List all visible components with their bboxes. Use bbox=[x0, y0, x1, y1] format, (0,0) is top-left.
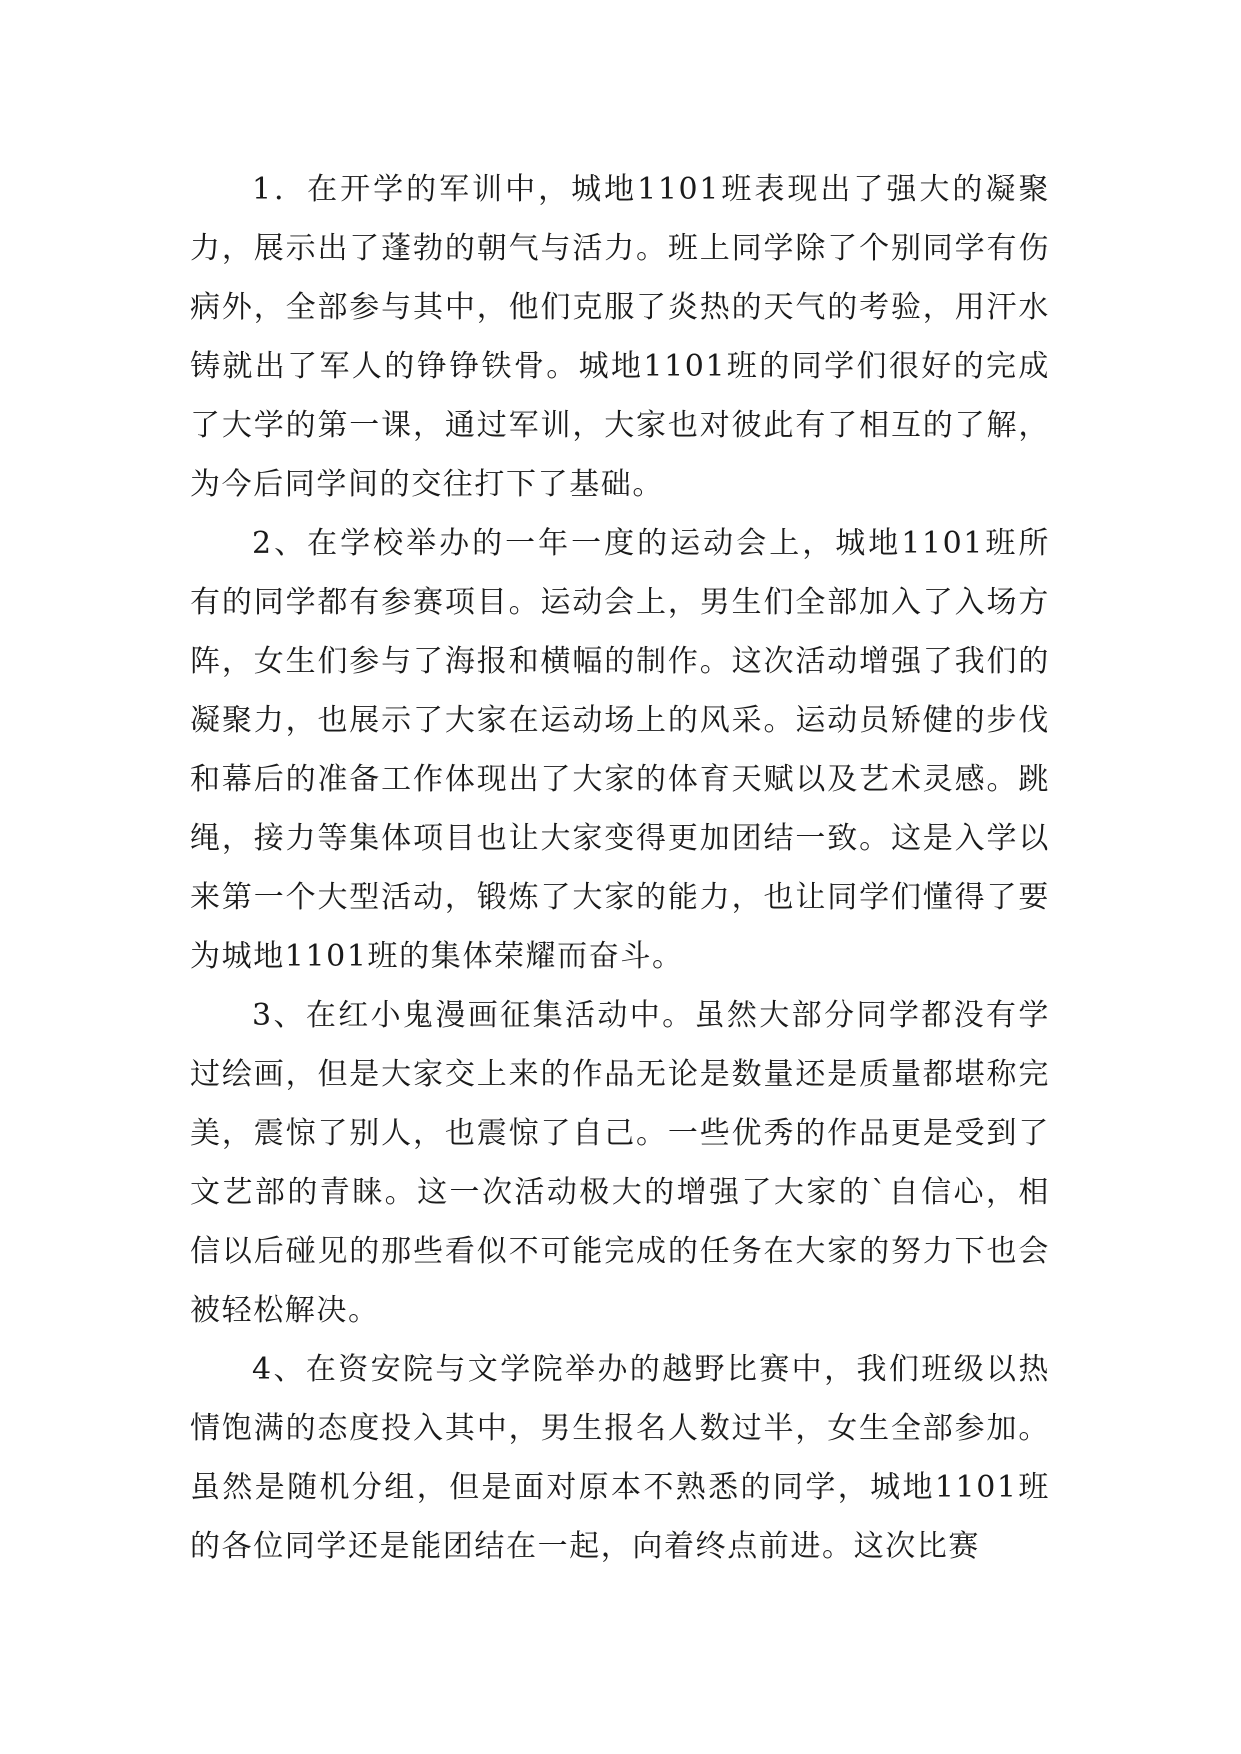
document-body bbox=[190, 160, 1050, 1576]
paragraph-sports-meeting: 2、在学校举办的一年一度的运动会上，城地1101班所有的同学都有参赛项目。运动会上，男生们全部加入了入场方阵，女生们参与了海报和横幅的制作。这次活动增强了我们的凝聚力，也展示了大家在运动场上的风采。运动员矫健的步伐和幕后的准备工作体现出了大家的体育天赋以及艺术灵感。跳绳，接力等集体项目也让大家变得更加团结一致。这是入学以来第一个大型活动，锻炼了大家的能力，也让同学们懂得了要为城地1101班的集体荣耀而奋斗。 bbox=[190, 526, 1050, 974]
paragraph-cross-country: 4、在资安院与文学院举办的越野比赛中，我们班级以热情饱满的态度投入其中，男生报名人数过半，女生全部参加。虽然是随机分组，但是面对原本不熟悉的同学，城地1101班的各位同学还是能团结在一起，向着终点前进。这次比赛 bbox=[190, 1352, 1050, 1564]
paragraph-military-training: 1．在开学的军训中，城地1101班表现出了强大的凝聚力，展示出了蓬勃的朝气与活力。班上同学除了个别同学有伤病外，全部参与其中，他们克服了炎热的天气的考验，用汗水铸就出了军人的铮铮铁骨。城地1101班的同学们很好的完成了大学的第一课，通过军训，大家也对彼此有了相互的了解，为今后同学间的交往打下了基础。 bbox=[190, 172, 1050, 502]
paragraph-comic-contest: 3、在红小鬼漫画征集活动中。虽然大部分同学都没有学过绘画，但是大家交上来的作品无论是数量还是质量都堪称完美，震惊了别人，也震惊了自己。一些优秀的作品更是受到了文艺部的青睐。这一次活动极大的增强了大家的`自信心，相信以后碰见的那些看似不可能完成的任务在大家的努力下也会被轻松解决。 bbox=[190, 998, 1050, 1328]
